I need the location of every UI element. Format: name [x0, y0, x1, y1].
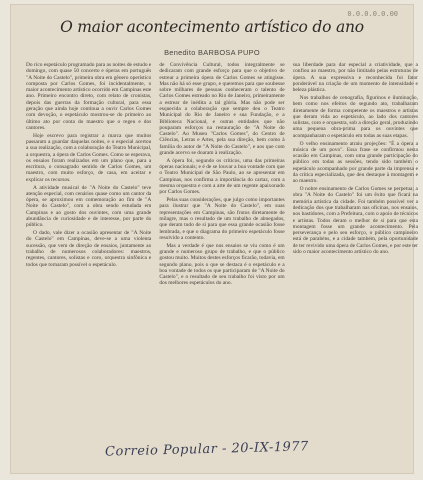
column-3 [293, 62, 418, 434]
archive-reference: 0.0.0.0.0.00 [347, 10, 398, 18]
paragraph: de Convivência Cultural, todos integralmente se dedicaram com grande esforço para que o objetivo de estrear a primeira ópera de Carlos Gomes se atingisse. Mas não há só esse grupo, e queremos para que soubesse sobre milhares de pessoas conheceram o talento de Carlos Gomes estreado no Rio de Janeiro, primeiramente a estrear de inédita a tal glória. Mas não pode ser esquecida a colaboração que sempre deu o Teatro Municipal do Rio de Janeiro e sua Fundação, e a Biblioteca Nacional, e outras entidades que não pouparam esforços na restauração de "A Noite do Castelo". Ao Museu "Carlos Gomes", do Centro de Ciências, Letras e Artes, pela sua direção, bem como à família do autor de "A Noite do Castelo", e aos que com grande acervo se doaram à realização. [159, 62, 285, 156]
paragraph: A ópera foi, segundo os críticos, uma das primeiras óperas nacionais; e é de se louvar a boa vontade com que o Teatro Municipal de São Paulo, ao se apresentar em Campinas, nos confirma a importância do cartaz, com a mesma orquestra e com a arte de um regente apaixonado por Carlos Gomes. [159, 157, 285, 196]
paragraph: Pelas suas considerações, que julgo como importantes para ilustrar que "A Noite do Castelo", em suas representações em Campinas, são frutos diretamente de milagre, mas o resultado de um trabalho de abnegados, que deram tudo de si para que essa grande ocasião fosse lembrada, e que o diagrama do primeiro espetáculo fosse resolvido a contento. [159, 197, 285, 241]
paragraph: Hoje escrevo para registrar a marca que muitos passaram a guardar daquelas noites, e o especial acertou a sua realização, com a colaboração do Teatro Municipal, a orquestra, a ópera de Carlos Gomes. Como se esperava, os ensaios foram realizados em um plano que, para a escritura, o consagrado sentido de Carlos Gomes, um maestro, com muito esforço, de casa, em aceitar e explicar os recursos. [26, 132, 152, 183]
article-body [26, 62, 418, 434]
paragraph: Nos trabalhos de cenografia, figurinos e iluminação, bem como nos efeitos do segundo ato, trabalharam diretamente de forma competente os maestros e artistas que deram vida ao espetáculo, ao lado dos cantores solistas, coro e orquestra, sob a direção geral, produzindo uma pequena obra-prima para os ouvintes que acompanharam o espetáculo em todas as suas etapas. [292, 95, 418, 139]
newspaper-clipping [10, 4, 418, 474]
paragraph: O dado, vale dizer a ocasião apresentar de "A Noite do Castelo" em Campinas, deve-se a uma violenta sucessão, que vem de direção de ensaios, juntamente ao trabalho de numerosos colaboradores: maestros, regentes, cantores, solistas e coro, orquestra sinfônica e todos que tornaram possível o espetáculo. [26, 230, 152, 268]
article-title: O maior acontecimento artístico do ano [60, 18, 364, 36]
paragraph: sua liberdade para dar especial a criatividade, que a confiou ao maestro, por não limitado pelas estruturas de ópera. A sua expressiva e reconhecida foi fator ponderável na criação de um momento de intensidade e beleza plástica. [292, 62, 418, 94]
paragraph: O velho ensinamento atraiu projeções: "É a ópera a música de um povo". Essa frase se confirmou nesta ocasião em Campinas, com uma grande participação do público em todas as sessões, tendo sido também o espetáculo acompanhado por grande parte da imprensa e da crítica especializada, que deu destaque à montagem e ao maestro. [292, 140, 418, 185]
paragraph: Do rico espetáculo programado para as noites de estudo e domingo, com quase 50 concerto e óperas em português "A Noite do Castelo", primeira obra em gênero operístico composta por Carlos Gomes, foi incidentalmente, o maior acontecimento artístico ocorrido em Campinas este ano. Primeiro encontro direto, com relato de cronistas, depois das guerras da formação cultural, para essa geração que ainda hoje continua a ouvir Carlos Gomes com devoção, o espetáculo mostrou-se do primeiro ao último ato por conta do maestro que o regeu e dos cantores. [26, 62, 152, 131]
column-2 [159, 62, 284, 434]
column-1 [26, 62, 151, 434]
paragraph: Mas a verdade é que nos ensaios se viu como é um grande e numeroso grupo de trabalho, e que o público gostou muito. Muitos destes esforços ficarão, todavia, em segundo plano, pois o que se destaca é o espetáculo e a boa vontade de todos os que participaram de "A Noite do Castelo", e o resultado de seu trabalho foi visto por um dos melhores espetáculos do ano. [159, 242, 285, 287]
article-byline: Benedito BARBOSA PUPO [164, 48, 260, 57]
paragraph: O nobre ensinamento de Carlos Gomes se perpetua; a obra "A Noite do Castelo" foi um êxito que ficará na memória artística da cidade. Foi também possível ver a dedicação dos que trabalharam nas oficinas, nos ensaios, nos bastidores, com a Prefeitura, com o apoio de técnicos e artistas. Todos deram o melhor de si para que esta montagem fosse um grande acontecimento. Pela perseverança e pelo seu esforço, o público campineiro está de parabéns, e a cidade também, pela oportunidade de ter revivido uma ópera de Carlos Gomes, e por este ter sido o maior acontecimento artístico do ano. [292, 186, 418, 255]
paragraph: A atividade musical de "A Noite do Castelo" teve atenção especial, com cenários quase como um cantor da ópera, se aproximou em comemoração ao fim de "A Noite do Castelo", com a obra sendo estudada em Campinas e ao gosto dos ouvintes, com uma grande abundância de curiosidade e de interesse, por parte do público. [26, 184, 152, 229]
handwritten-source-note: Correio Popular - 20-IX-1977 [104, 439, 310, 460]
